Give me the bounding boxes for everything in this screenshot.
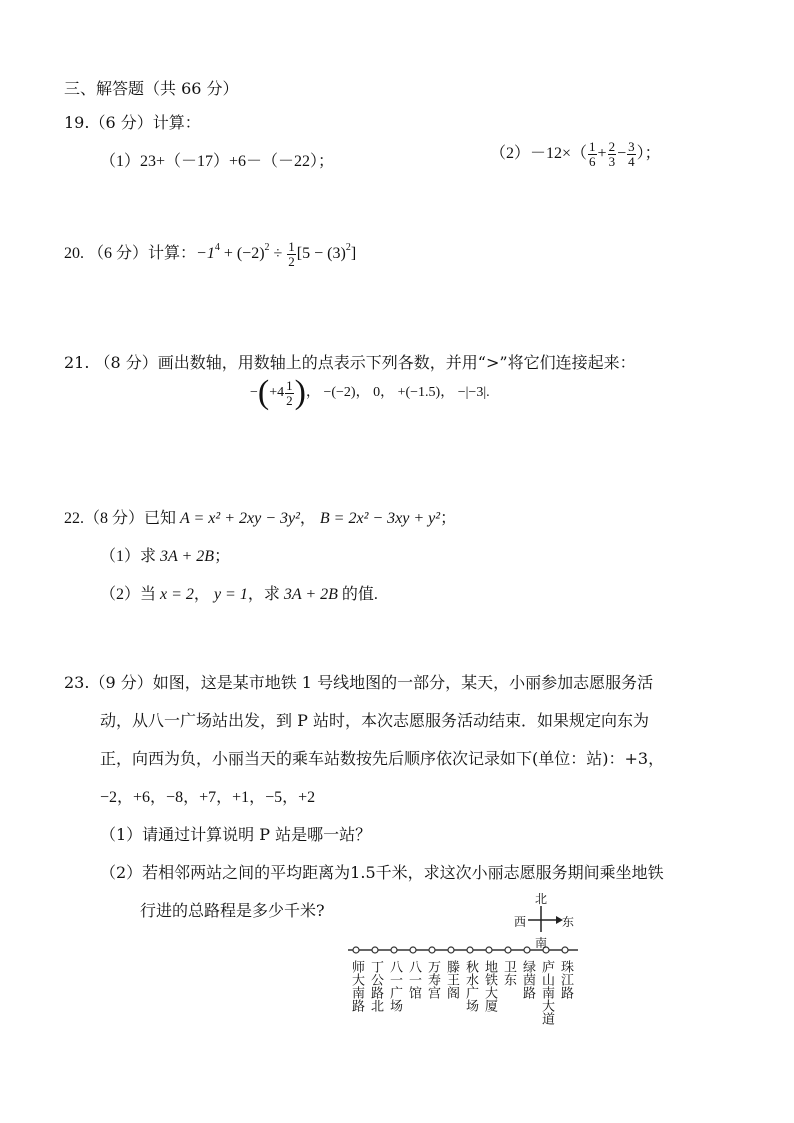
q20-heading: 20. （6 分）计算： (64, 245, 197, 263)
compass-north: 北 (535, 892, 548, 906)
q22-part1: （1）求 3A + 2B； (100, 548, 231, 565)
compass-south: 南 (535, 936, 548, 950)
q23-line4: −2，+6，−8，+7，+1，−5，+2 (100, 789, 316, 806)
q23-part2: （2）若相邻两站之间的平均距离为1.5千米，求这次小丽志愿服务期间乘坐地铁 (100, 863, 664, 882)
q20: 20. （6 分）计算：$-1^4 + (-2)^2$ ÷ $\frac{1}{2}$ $[5 - (3)^2]$ (64, 239, 357, 269)
station-dot (353, 947, 359, 953)
station-label: 秋水广场 (463, 960, 478, 1012)
q19-part2: （2）－12×（ $\frac{1}{6}$ + $\frac{2}{3}$ − $\frac{3}{4}$ ）； (490, 139, 661, 169)
station-dot (467, 947, 473, 953)
q21-numbers: −(+4 $\frac{1}{2}$ )， −(−2)， 0， +(−1.5)， −|−3|. (250, 374, 490, 411)
station-dot (372, 947, 378, 953)
station-label: 滕王阁 (444, 960, 459, 999)
station-label: 地铁大厦 (482, 960, 497, 1012)
q19-part1: （1）23+（－17）+6－（－22）； (100, 153, 335, 170)
station-label: 八一广场 (387, 960, 402, 1012)
station-dot (410, 947, 416, 953)
station-label: 万寿宫 (425, 960, 440, 999)
station-label: 八一馆 (406, 960, 421, 999)
q23-line2: 动，从八一广场站出发，到 P 站时，本次志愿服务活动结束．如果规定向东为 (100, 711, 649, 730)
q23-line1: 23.（9 分）如图，这是某市地铁 1 号线地图的一部分，某天，小丽参加志愿服务活 (64, 673, 654, 692)
station-dot (486, 947, 492, 953)
q19-heading: 19.（6 分）计算： (64, 113, 201, 132)
station-label: 丁公路北 (368, 960, 383, 1012)
station-dot (429, 947, 435, 953)
station-label: 卫东 (501, 960, 516, 986)
station-dot (562, 947, 568, 953)
station-dot (524, 947, 530, 953)
q22-part2: （2）当 x = 2， y = 1，求 3A + 2B 的值. (100, 586, 378, 603)
station-dot (505, 947, 511, 953)
section-title: 三、解答题（共 66 分） (64, 79, 239, 98)
q23-part2-cont: 行进的总路程是多少千米? (140, 901, 325, 920)
compass-west: 西 (514, 915, 527, 929)
compass-east: 东 (562, 915, 575, 929)
station-dot (391, 947, 397, 953)
q22-heading: 22.（8 分）已知 A = x² + 2xy − 3y²， B = 2x² − 3xy + y²； (64, 510, 457, 527)
q23-part1: （1）请通过计算说明 P 站是哪一站？ (100, 825, 372, 844)
station-dot (448, 947, 454, 953)
station-label: 绿茵路 (520, 960, 535, 999)
station-label: 珠江路 (558, 960, 573, 999)
station-label: 庐山南大道 (539, 960, 554, 1025)
station-label: 师大南路 (349, 960, 364, 1012)
q21-heading: 21. （8 分）画出数轴，用数轴上的点表示下列各数，并用“>”将它们连接起来： (64, 353, 636, 372)
q23-line3: 正，向西为负，小丽当天的乘车站数按先后顺序依次记录如下(单位：站)：+3， (100, 749, 665, 768)
